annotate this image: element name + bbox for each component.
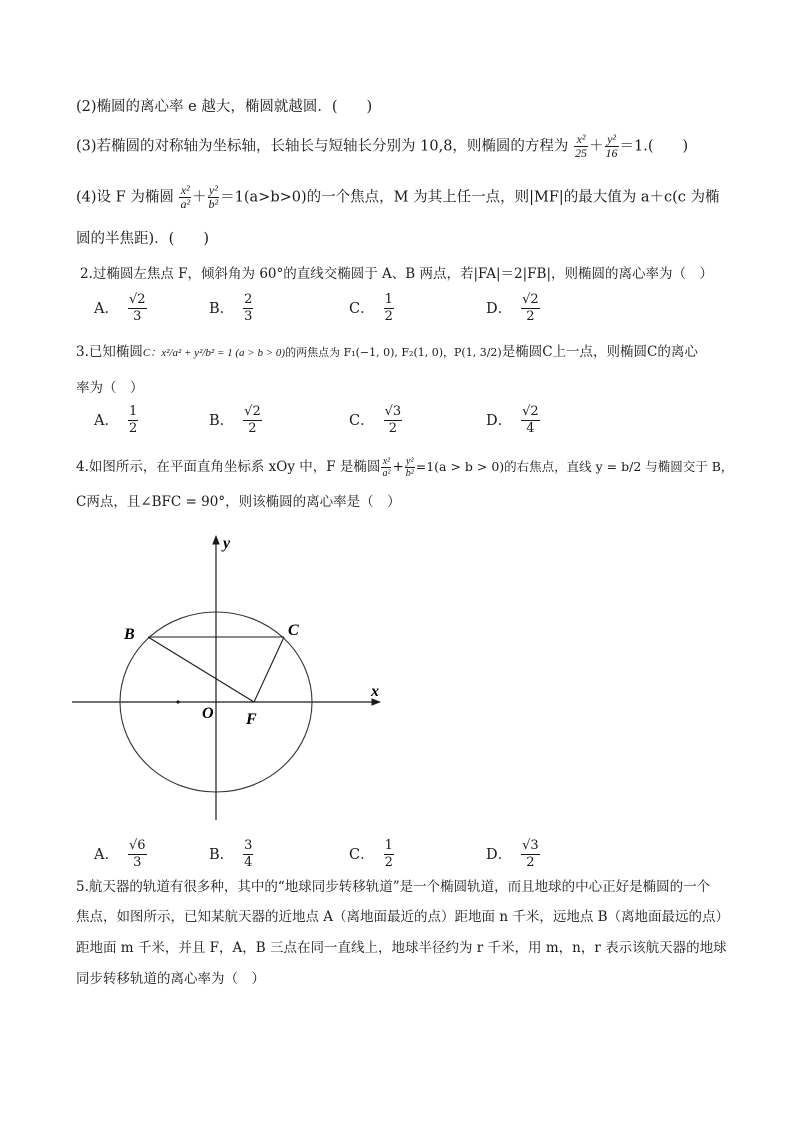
q3-ellipse-eq: C：x²/a² + y²/b² = 1 (a > b > 0) (142, 347, 286, 359)
option-fraction: $\frac{3}{4}$ (244, 838, 253, 870)
fraction: $\frac{\text{y²}}{\text{b²}}$ (208, 183, 219, 211)
option-label: A． (94, 846, 119, 863)
label-x: x (371, 683, 379, 700)
option-c (349, 838, 395, 871)
statement-3-text: (3)若椭圆的对称轴为坐标轴，长轴长与短轴长分别为 10,8，则椭圆的方程为 (76, 138, 569, 155)
question-5-line4: 同步转移轨道的离心率为（ ） (76, 971, 265, 987)
option-a (94, 404, 139, 437)
label-y: y (223, 535, 231, 552)
option-c (349, 292, 395, 325)
statement-4-line2: 圆的半焦距)．( ) (76, 231, 209, 247)
label-f: F (246, 711, 257, 728)
label-c: C (288, 622, 299, 639)
option-fraction: $\frac{√2}{2}$ (522, 292, 539, 324)
option-fraction: $\frac{√2}{4}$ (522, 404, 539, 436)
q3-stem-post: 是椭圆C上一点，则椭圆C的离心 (501, 344, 698, 360)
option-fraction: $\frac{√2}{2}$ (244, 404, 261, 436)
question-3-stem (76, 341, 698, 364)
option-label: D． (486, 846, 513, 863)
ellipse-figure (68, 528, 388, 828)
option-label: B． (209, 846, 235, 863)
fraction: $\frac{\text{y²}}{16}$ (605, 132, 618, 160)
q3-stem-pre: 3.已知椭圆 (76, 344, 143, 360)
option-label: A． (94, 300, 119, 317)
statement-2: (2)椭圆的离心率 e 越大，椭圆就越圆．( ) (76, 99, 373, 115)
question-5-line1: 5.航天器的轨道有很多种，其中的“地球同步转移轨道”是一个椭圆轨道，而且地球的中心正好是椭圆的一个 (76, 879, 711, 895)
fraction: $\frac{\text{x²}}{25}$ (575, 132, 588, 160)
statement-3: (3)若椭圆的对称轴为坐标轴，长轴长与短轴长分别为 10,8，则椭圆的方程为 $\frac{\text{x²}}{25}$ ＋ $\frac{\text{y²}}{16}$ ＝1.( ) (76, 132, 689, 160)
option-fraction: $\frac{√2}{3}$ (128, 292, 146, 324)
statement-4-text-2: ＝1(a>b>0)的一个焦点，M 为其上任一点，则|MF|的最大值为 a＋c(c 为椭 (220, 189, 720, 206)
option-d (486, 404, 541, 437)
option-label: C． (349, 300, 375, 317)
line-bf (148, 637, 254, 702)
question-4-stem-line2: C两点，且∠BFC = 90°，则该椭圆的离心率是（ ） (76, 494, 401, 510)
question-5-line3: 距地面 m 千米，并且 F，A，B 三点在同一直线上，地球半径约为 r 千米，用 m，n，r 表示该航天器的地球 (76, 940, 727, 956)
option-d (486, 292, 541, 325)
q4-stem-mid: =1(a > b > 0)的右焦点，直线 y = b/2 与椭圆交于 B， (415, 459, 734, 474)
question-3-stem-line2: 率为（ ） (76, 380, 144, 396)
option-c (349, 404, 403, 437)
fraction: $\frac{\text{x²}}{\text{a²}}$ (382, 456, 391, 479)
question-4-stem: 4.如图所示，在平面直角坐标系 xOy 中，F 是椭圆 $\frac{\text{x²}}{\text{a²}}$ + $\frac{\text{y²}}{\text{b²}}$ =1(a > b > 0)的右焦点，直线 y = b/2 与椭圆交于 B， (76, 456, 734, 479)
option-fraction: $\frac{√3}{2}$ (384, 404, 402, 436)
option-label: B． (209, 300, 235, 317)
option-label: D． (486, 300, 513, 317)
fraction: $\frac{\text{y²}}{\text{b²}}$ (405, 456, 414, 479)
option-b (209, 404, 263, 437)
left-focus-point (176, 700, 179, 703)
option-b (209, 838, 254, 871)
option-label: A． (94, 412, 119, 429)
option-label: B． (209, 412, 235, 429)
label-b: B (124, 626, 135, 643)
option-fraction: $\frac{√3}{2}$ (522, 838, 539, 870)
option-label: C． (349, 846, 375, 863)
option-a (94, 292, 148, 325)
option-a (94, 838, 148, 871)
question-5-line2: 焦点，如图所示，已知某航天器的近地点 A（离地面最近的点）距地面 n 千米，远地点 B（离地面最远的点） (76, 909, 730, 925)
statement-4-text: (4)设 F 为椭圆 (76, 189, 174, 206)
option-label: C． (349, 412, 375, 429)
label-o: O (202, 705, 214, 722)
fraction: $\frac{\text{x²}}{\text{a²}}$ (180, 183, 191, 211)
option-fraction: $\frac{√6}{3}$ (128, 838, 146, 870)
option-fraction: $\frac{1}{2}$ (384, 838, 393, 870)
q3-foci: 的两焦点为 F₁(−1, 0), F₂(1, 0)，P(1, 3/2) (285, 346, 502, 359)
option-label: D． (486, 412, 513, 429)
option-d (486, 838, 541, 871)
q4-stem-pre: 4.如图所示，在平面直角坐标系 xOy 中，F 是椭圆 (76, 459, 381, 475)
question-2-stem: 2.过椭圆左焦点 F，倾斜角为 60°的直线交椭圆于 A、B 两点，若|FA|＝2|FB|，则椭圆的离心率为（ ） (80, 266, 714, 282)
option-b (209, 292, 254, 325)
line-cf (254, 637, 284, 702)
statement-3-end: ＝1.( ) (619, 138, 689, 155)
statement-4: (4)设 F 为椭圆 $\frac{\text{x²}}{\text{a²}}$ ＋ $\frac{\text{y²}}{\text{b²}}$ ＝1(a>b>0)的一个焦点，M 为其上任一点，则|MF|的最大值为 a＋c(c 为椭 (76, 183, 720, 211)
option-fraction: $\frac{1}{2}$ (384, 292, 393, 324)
option-fraction: $\frac{2}{3}$ (244, 292, 253, 324)
option-fraction: $\frac{1}{2}$ (128, 404, 138, 436)
